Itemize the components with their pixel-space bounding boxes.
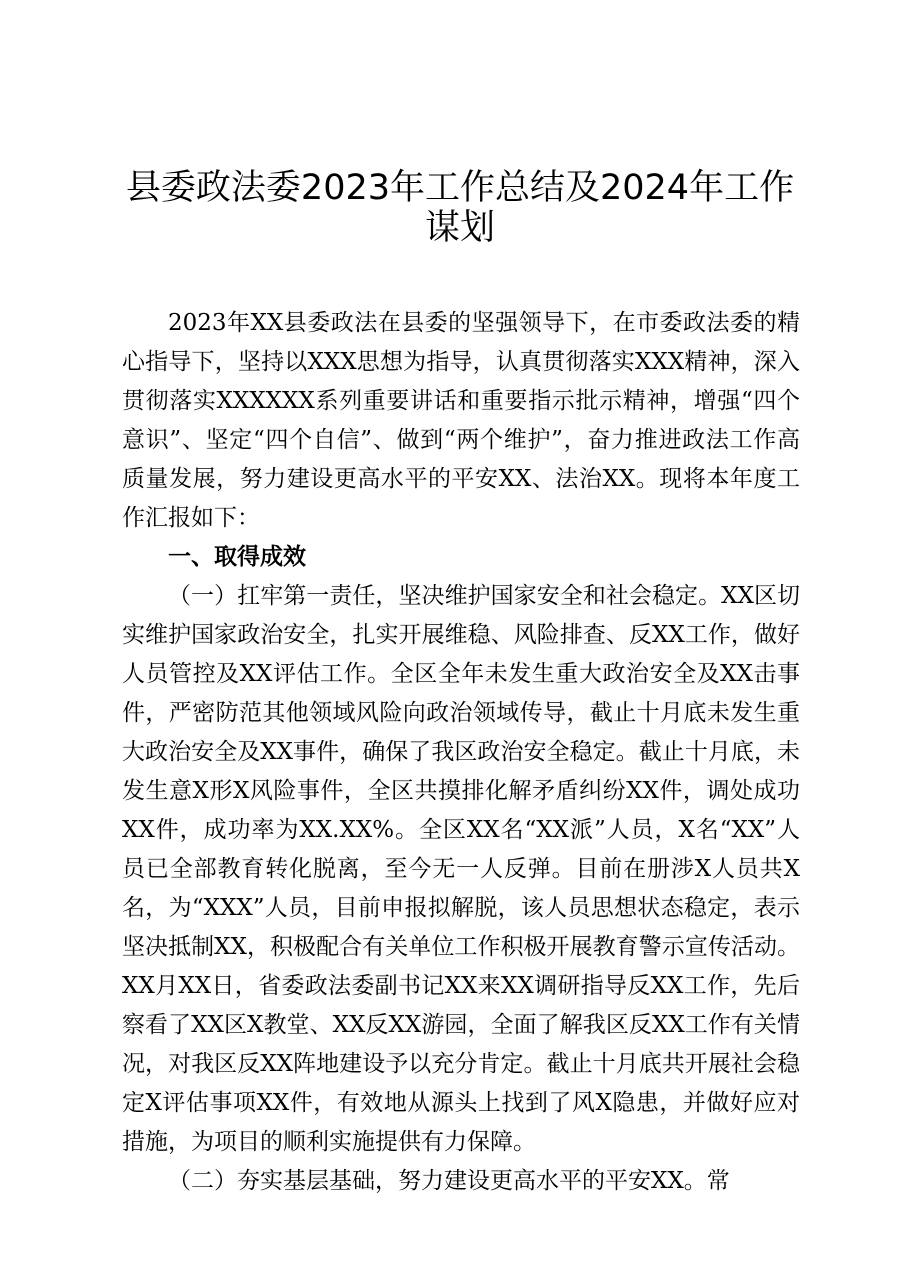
intro-paragraph: 2023年XX县委政法在县委的坚强领导下，在市委政法委的精心指导下，坚持以XXX思想为指导，认真贯彻落实XXX精神，深入贯彻落实XXXXXX系列重要讲话和重要指示批示精神，增强“四个意识”、坚定“四个自信”、做到“两个维护”，奋力推进政法工作高质量发展，努力建设更高水平的平安XX、法治XX。现将本年度工作汇报如下： — [122, 310, 800, 531]
section-heading-1: 一、取得成效 — [168, 544, 306, 570]
document-title-line-1: 县委政法委2023年工作总结及2024年工作 — [125, 168, 795, 208]
section1-paragraph-2: （二）夯实基层基础，努力建设更高水平的平安XX。常 — [168, 1168, 730, 1194]
document-title-line-2: 谋划 — [424, 208, 495, 248]
section1-paragraph-1: （一）扛牢第一责任，坚决维护国家安全和社会稳定。XX区切实维护国家政治安全，扎实开展维稳、风险排查、反XX工作，做好人员管控及XX评估工作。全区全年未发生重大政治安全及XX击事件，严密防范其他领域风险向政治领域传导，截止十月底未发生重大政治安全及XX事件，确保了我区政治安全稳定。截止十月底，未发生意X形X风险事件，全区共摸排化解矛盾纠纷XX件，调处成功XX件，成功率为XX.XX%。全区XX名“XX派”人员，X名“XX”人员已全部教育转化脱离，至今无一人反弹。目前在册涉X人员共X名，为“XXX”人员，目前申报拟解脱，该人员思想状态稳定，表示坚决抵制XX，积极配合有关单位工作积极开展教育警示宣传活动。XX月XX日，省委政法委副书记XX来XX调研指导反XX工作，先后察看了XX区X教堂、XX反XX游园，全面了解我区反XX工作有关情况，对我区反XX阵地建设予以充分肯定。截止十月底共开展社会稳定X评估事项XX件，有效地从源头上找到了风X隐患，并做好应对措施，为项目的顺利实施提供有力保障。 — [122, 583, 800, 1155]
document-body — [122, 304, 800, 1201]
